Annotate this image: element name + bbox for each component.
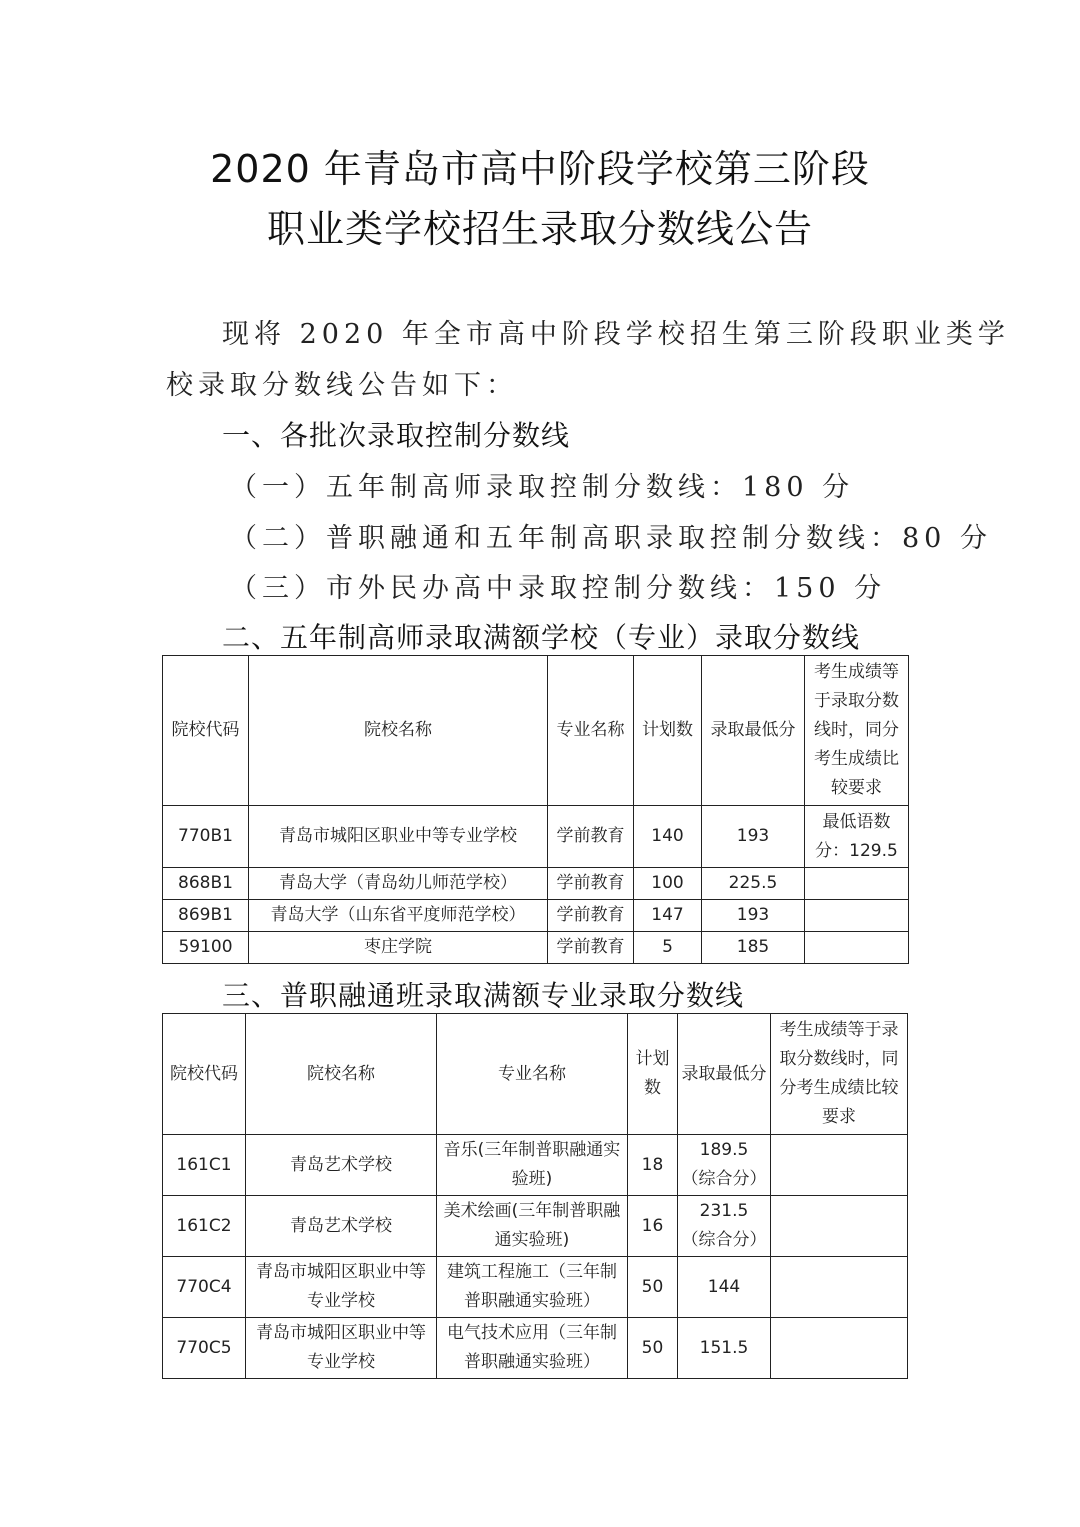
cell-major: 学前教育 xyxy=(548,806,634,868)
cell-major: 建筑工程施工（三年制普职融通实验班） xyxy=(437,1257,628,1318)
header-tie-rule: 考生成绩等于录取分数线时，同分考生成绩比较要求 xyxy=(805,656,909,806)
min-score-value: 231.5 xyxy=(699,1201,749,1221)
header-tie-rule: 考生成绩等于录取分数线时，同分考生成绩比较要求 xyxy=(771,1014,908,1135)
header-plan: 计划数 xyxy=(634,656,702,806)
cell-tie-rule xyxy=(805,900,909,932)
cell-code: 59100 xyxy=(163,932,249,964)
min-score-value: 189.5 xyxy=(699,1140,749,1160)
table-header-row xyxy=(163,1014,908,1135)
section3-heading: 三、普职融通班录取满额专业录取分数线 xyxy=(222,979,745,1012)
table-row xyxy=(163,1257,908,1318)
cell-code: 161C1 xyxy=(163,1135,246,1196)
intro-paragraph-line2: 校录取分数线公告如下： xyxy=(166,370,518,401)
cell-min-score: 151.5 xyxy=(678,1318,771,1379)
header-min-score: 录取最低分 xyxy=(702,656,805,806)
cell-code: 161C2 xyxy=(163,1196,246,1257)
table-section3 xyxy=(162,1013,908,1379)
cell-school-name: 青岛艺术学校 xyxy=(246,1135,437,1196)
cell-plan: 5 xyxy=(634,932,702,964)
cell-min-score: 144 xyxy=(678,1257,771,1318)
cell-tie-rule xyxy=(771,1318,908,1379)
document-title-line2: 职业类学校招生录取分数线公告 xyxy=(266,207,813,251)
cell-major: 学前教育 xyxy=(548,932,634,964)
min-score-note: （综合分） xyxy=(681,1169,767,1189)
table-row xyxy=(163,1196,908,1257)
cell-school-name: 青岛市城阳区职业中等专业学校 xyxy=(249,806,548,868)
header-code: 院校代码 xyxy=(163,1014,246,1135)
header-code: 院校代码 xyxy=(163,656,249,806)
cell-min-score: 193 xyxy=(702,900,805,932)
cell-tie-rule xyxy=(805,932,909,964)
cell-major: 电气技术应用（三年制普职融通实验班） xyxy=(437,1318,628,1379)
cell-code: 770C4 xyxy=(163,1257,246,1318)
cell-plan: 50 xyxy=(628,1257,678,1318)
cell-min-score xyxy=(678,1196,771,1257)
cell-school-name: 青岛大学（山东省平度师范学校） xyxy=(249,900,548,932)
cell-min-score xyxy=(678,1135,771,1196)
min-score-note: （综合分） xyxy=(681,1230,767,1250)
table-header-row xyxy=(163,656,909,806)
cell-tie-rule xyxy=(805,868,909,900)
section1-heading: 一、各批次录取控制分数线 xyxy=(222,419,571,452)
cell-plan: 18 xyxy=(628,1135,678,1196)
table-row xyxy=(163,1135,908,1196)
cell-code: 770C5 xyxy=(163,1318,246,1379)
intro-paragraph-line1: 现将 2020 年全市高中阶段学校招生第三阶段职业类学 xyxy=(222,319,1010,350)
table-row xyxy=(163,806,909,868)
cell-plan: 50 xyxy=(628,1318,678,1379)
section1-item-2: （二）普职融通和五年制高职录取控制分数线：80 分 xyxy=(230,523,992,554)
cell-code: 869B1 xyxy=(163,900,249,932)
cell-tie-rule: 最低语数分：129.5 xyxy=(805,806,909,868)
cell-major: 美术绘画(三年制普职融通实验班) xyxy=(437,1196,628,1257)
cell-major: 音乐(三年制普职融通实验班) xyxy=(437,1135,628,1196)
cell-plan: 147 xyxy=(634,900,702,932)
table-row xyxy=(163,1318,908,1379)
cell-school-name: 青岛大学（青岛幼儿师范学校） xyxy=(249,868,548,900)
table-row xyxy=(163,932,909,964)
section1-item-1: （一）五年制高师录取控制分数线：180 分 xyxy=(230,472,855,503)
cell-code: 868B1 xyxy=(163,868,249,900)
cell-tie-rule xyxy=(771,1196,908,1257)
cell-school-name: 枣庄学院 xyxy=(249,932,548,964)
document-title-line1: 2020 年青岛市高中阶段学校第三阶段 xyxy=(210,147,870,191)
header-school-name: 院校名称 xyxy=(246,1014,437,1135)
cell-min-score: 193 xyxy=(702,806,805,868)
cell-plan: 16 xyxy=(628,1196,678,1257)
header-major: 专业名称 xyxy=(548,656,634,806)
section1-item-3: （三）市外民办高中录取控制分数线：150 分 xyxy=(230,573,887,604)
cell-code: 770B1 xyxy=(163,806,249,868)
header-school-name: 院校名称 xyxy=(249,656,548,806)
cell-plan: 100 xyxy=(634,868,702,900)
cell-tie-rule xyxy=(771,1257,908,1318)
cell-plan: 140 xyxy=(634,806,702,868)
header-min-score: 录取最低分 xyxy=(678,1014,771,1135)
cell-min-score: 225.5 xyxy=(702,868,805,900)
table-section2 xyxy=(162,655,909,964)
cell-min-score: 185 xyxy=(702,932,805,964)
cell-major: 学前教育 xyxy=(548,868,634,900)
header-plan: 计划数 xyxy=(628,1014,678,1135)
cell-school-name: 青岛市城阳区职业中等专业学校 xyxy=(246,1257,437,1318)
section2-heading: 二、五年制高师录取满额学校（专业）录取分数线 xyxy=(222,621,861,654)
cell-major: 学前教育 xyxy=(548,900,634,932)
cell-tie-rule xyxy=(771,1135,908,1196)
header-major: 专业名称 xyxy=(437,1014,628,1135)
table-row xyxy=(163,900,909,932)
cell-school-name: 青岛艺术学校 xyxy=(246,1196,437,1257)
table-row xyxy=(163,868,909,900)
cell-school-name: 青岛市城阳区职业中等专业学校 xyxy=(246,1318,437,1379)
